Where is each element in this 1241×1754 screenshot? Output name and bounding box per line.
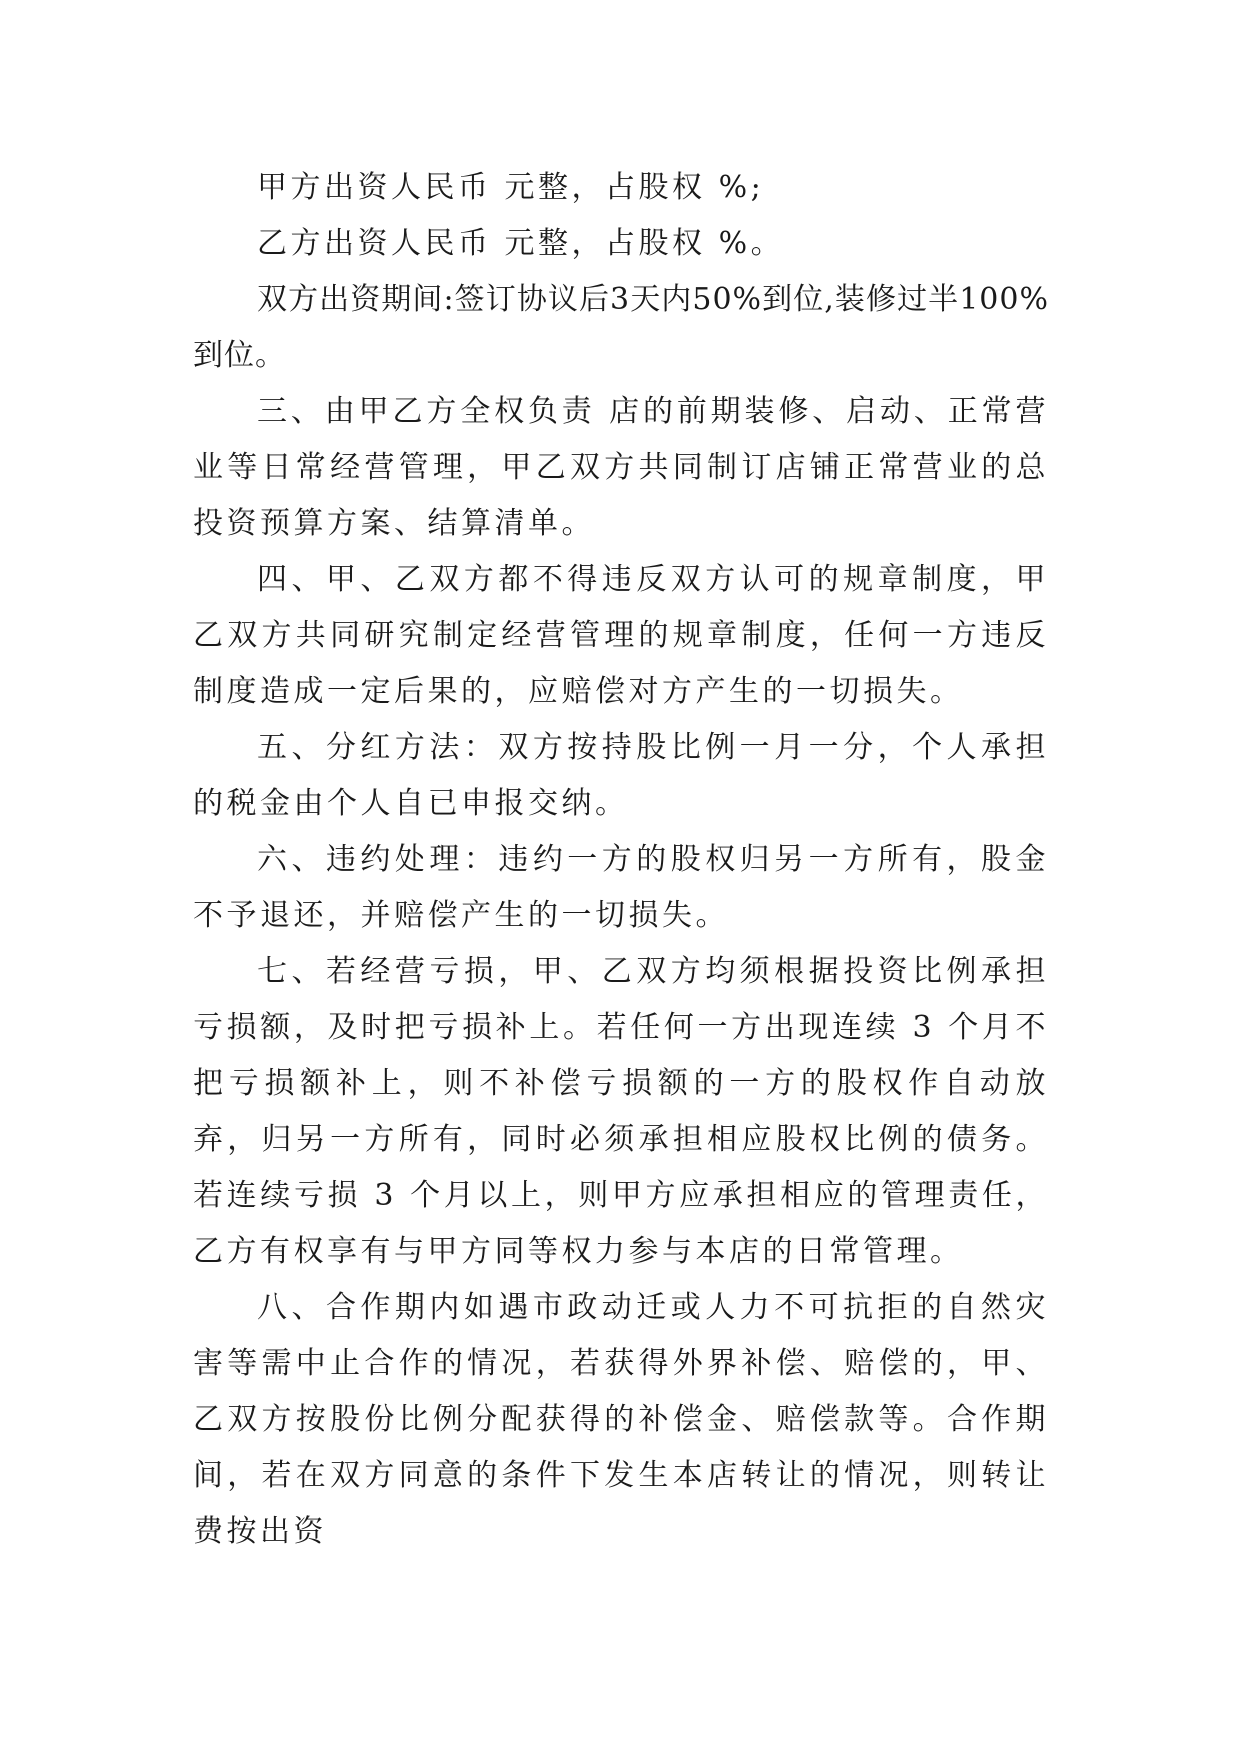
- paragraph-clause-6: 六、违约处理：违约一方的股权归另一方所有，股金不予退还，并赔偿产生的一切损失。: [193, 842, 1049, 933]
- paragraph-clause-7: 七、若经营亏损，甲、乙双方均须根据投资比例承担亏损额，及时把亏损补上。若任何一方出现连续 3 个月不把亏损额补上，则不补偿亏损额的一方的股权作自动放弃，归另一方所有，同时必须承担相应股权比例的债务。若连续亏损 3 个月以上，则甲方应承担相应的管理责任，乙方有权享有与甲方同等权力参与本店的日常管理。: [193, 954, 1049, 1269]
- document-body: [193, 160, 1049, 1560]
- paragraph-clause-5: 五、分红方法：双方按持股比例一月一分，个人承担的税金由个人自已申报交纳。: [193, 730, 1049, 821]
- paragraph-party-a-investment: 甲方出资人民币 元整，占股权 %;: [257, 170, 765, 205]
- paragraph-investment-period: 双方出资期间:签订协议后3天内50%到位,装修过半100%到位。: [193, 282, 1049, 373]
- paragraph-clause-4: 四、甲、乙双方都不得违反双方认可的规章制度，甲乙双方共同研究制定经营管理的规章制度，任何一方违反制度造成一定后果的，应赔偿对方产生的一切损失。: [193, 562, 1049, 709]
- paragraph-clause-8: 八、合作期内如遇市政动迁或人力不可抗拒的自然灾害等需中止合作的情况，若获得外界补偿、赔偿的，甲、乙双方按股份比例分配获得的补偿金、赔偿款等。合作期间，若在双方同意的条件下发生本店转让的情况，则转让费按出资: [193, 1290, 1049, 1549]
- paragraph-clause-3: 三、由甲乙方全权负责 店的前期装修、启动、正常营业等日常经营管理，甲乙双方共同制订店铺正常营业的总投资预算方案、结算清单。: [193, 394, 1049, 541]
- paragraph-party-b-investment: 乙方出资人民币 元整，占股权 %。: [257, 226, 785, 261]
